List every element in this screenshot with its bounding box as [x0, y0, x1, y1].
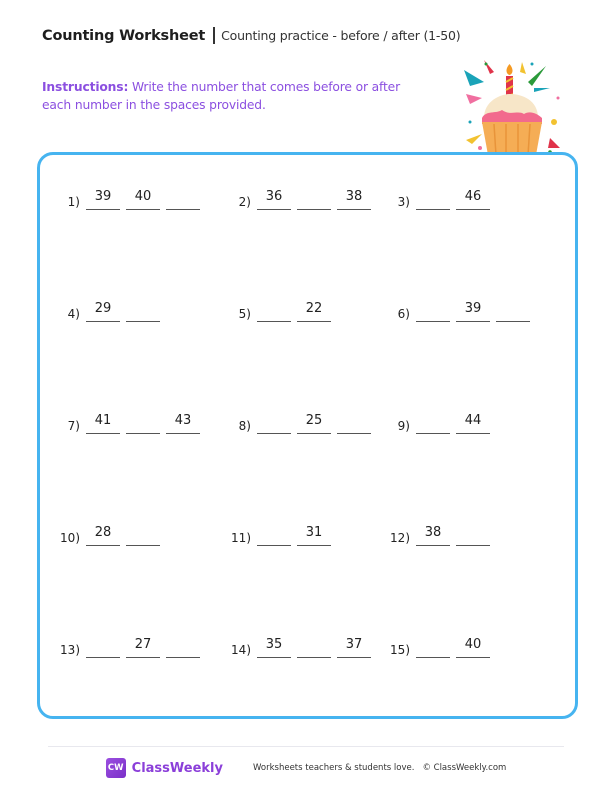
- answer-blank[interactable]: [257, 523, 291, 546]
- answer-blank[interactable]: 46: [456, 187, 490, 210]
- problem-9: [382, 410, 496, 434]
- answer-blank[interactable]: 25: [297, 411, 331, 434]
- answer-blank[interactable]: [257, 299, 291, 322]
- problem-5: [223, 298, 337, 322]
- answer-blank[interactable]: 43: [166, 411, 200, 434]
- problem-number: 11): [231, 531, 251, 545]
- problem-number: 8): [238, 419, 251, 433]
- problem-13: [56, 634, 206, 658]
- problem-number: 9): [397, 419, 410, 433]
- answer-blank[interactable]: [416, 411, 450, 434]
- problem-2: [223, 186, 377, 210]
- worksheet-header: [42, 27, 460, 44]
- problem-number: 3): [397, 195, 410, 209]
- answer-blank[interactable]: [496, 299, 530, 322]
- problem-10: [56, 522, 166, 546]
- problem-number: 6): [397, 307, 410, 321]
- problem-number: 7): [67, 419, 80, 433]
- answer-blank[interactable]: [456, 523, 490, 546]
- problem-15: [382, 634, 496, 658]
- answer-blank[interactable]: [126, 299, 160, 322]
- worksheet-subtitle: Counting practice - before / after (1-50): [221, 28, 461, 43]
- answer-blank[interactable]: 29: [86, 299, 120, 322]
- answer-blank[interactable]: [126, 523, 160, 546]
- problem-1: [56, 186, 206, 210]
- problem-14: [223, 634, 377, 658]
- answer-blank[interactable]: [86, 635, 120, 658]
- answer-blank[interactable]: 44: [456, 411, 490, 434]
- answer-blank[interactable]: 27: [126, 635, 160, 658]
- answer-blank[interactable]: [166, 635, 200, 658]
- title-separator: [213, 27, 215, 44]
- answer-blank[interactable]: [257, 411, 291, 434]
- answer-blank[interactable]: 39: [86, 187, 120, 210]
- answer-blank[interactable]: [126, 411, 160, 434]
- problem-number: 10): [60, 531, 80, 545]
- brand-name: ClassWeekly: [131, 760, 223, 776]
- answer-blank[interactable]: [166, 187, 200, 210]
- answer-blank[interactable]: 38: [337, 187, 371, 210]
- answer-blank[interactable]: [416, 187, 450, 210]
- problem-6: [382, 298, 536, 322]
- problem-11: [223, 522, 337, 546]
- instructions-text: Write the number that comes before or after each number in the spaces provided.: [42, 80, 400, 112]
- footer-copyright: © ClassWeekly.com: [422, 763, 507, 773]
- problem-12: [382, 522, 496, 546]
- footer-tagline: Worksheets teachers & students love.: [253, 763, 415, 773]
- answer-blank[interactable]: 38: [416, 523, 450, 546]
- answer-blank[interactable]: [416, 299, 450, 322]
- problem-number: 14): [231, 643, 251, 657]
- problem-number: 15): [390, 643, 410, 657]
- instructions: [42, 78, 422, 114]
- answer-blank[interactable]: 41: [86, 411, 120, 434]
- problem-number: 5): [238, 307, 251, 321]
- worksheet-title: Counting Worksheet: [42, 27, 206, 44]
- answer-blank[interactable]: 40: [456, 635, 490, 658]
- answer-blank[interactable]: [337, 411, 371, 434]
- answer-blank[interactable]: [297, 187, 331, 210]
- answer-blank[interactable]: 28: [86, 523, 120, 546]
- answer-blank[interactable]: 39: [456, 299, 490, 322]
- problem-3: [382, 186, 496, 210]
- problem-7: [56, 410, 206, 434]
- footer: [0, 758, 612, 778]
- problem-number: 2): [238, 195, 251, 209]
- answer-blank[interactable]: [416, 635, 450, 658]
- problem-8: [223, 410, 377, 434]
- answer-blank[interactable]: 22: [297, 299, 331, 322]
- answer-blank[interactable]: 37: [337, 635, 371, 658]
- answer-blank[interactable]: 36: [257, 187, 291, 210]
- problem-number: 12): [390, 531, 410, 545]
- answer-blank[interactable]: 35: [257, 635, 291, 658]
- cupcake-with-candle-icon: [462, 60, 562, 155]
- problem-number: 13): [60, 643, 80, 657]
- problem-4: [56, 298, 166, 322]
- answer-blank[interactable]: 40: [126, 187, 160, 210]
- classweekly-logo-icon: CW: [106, 758, 126, 778]
- problem-number: 1): [67, 195, 80, 209]
- footer-divider: [48, 746, 564, 747]
- answer-blank[interactable]: [297, 635, 331, 658]
- problem-number: 4): [67, 307, 80, 321]
- answer-blank[interactable]: 31: [297, 523, 331, 546]
- instructions-label: Instructions:: [42, 80, 129, 94]
